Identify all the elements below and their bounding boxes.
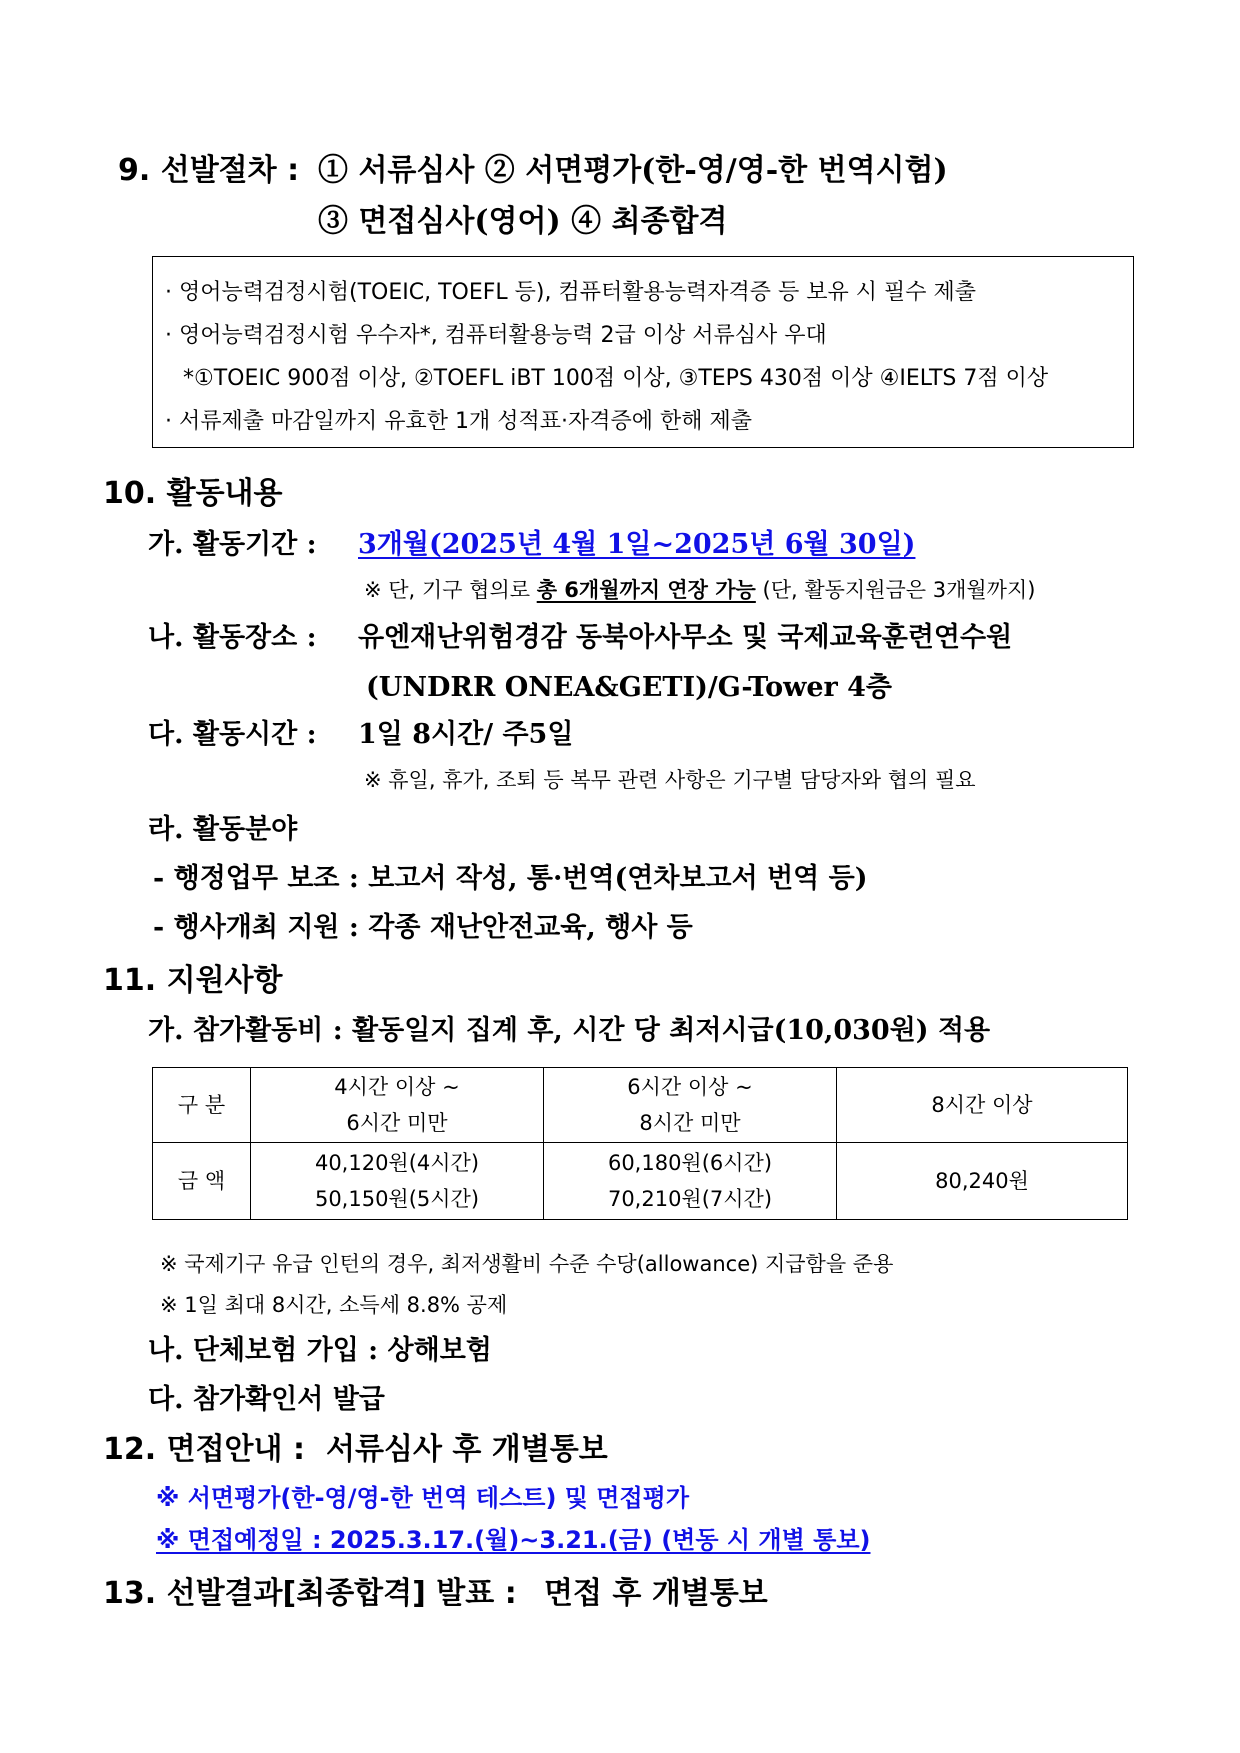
section-12-title: 12. 면접안내 :: [103, 1432, 305, 1467]
group-insurance-line: 나. 단체보험 가입 : 상해보험: [148, 1335, 492, 1366]
box-note-3: *①TOEIC 900점 이상, ②TOEFL iBT 100점 이상, ③TEPS 430점 이상 ④IELTS 7점 이상: [183, 366, 1049, 391]
interview-date-note: ※ 면접예정일 : 2025.3.17.(월)~3.21.(금) (변동 시 개별 통보): [156, 1526, 871, 1554]
table-row: [153, 1143, 1128, 1220]
interview-guide-value: 서류심사 후 개별통보: [326, 1432, 608, 1467]
cell-line: 40,120원(4시간): [314, 1151, 480, 1175]
tax-note: ※ 1일 최대 8시간, 소득세 8.8% 공제: [160, 1293, 508, 1317]
cell-line: 50,150원(5시간): [314, 1187, 480, 1211]
activity-period-label: 가. 활동기간 :: [148, 529, 317, 560]
activity-hours-label: 다. 활동시간 :: [148, 719, 317, 750]
extension-emphasis: 총 6개월까지 연장 가능: [536, 578, 756, 602]
final-result-value: 면접 후 개별통보: [544, 1576, 768, 1611]
activity-field-item-2: - 행사개최 지원 : 각종 재난안전교육, 행사 등: [153, 912, 693, 943]
section-11-title: 11. 지원사항: [103, 963, 283, 998]
submission-notes-box: [152, 256, 1134, 448]
box-note-4: · 서류제출 마감일까지 유효한 1개 성적표·자격증에 한해 제출: [165, 409, 752, 434]
table-row-label: 금 액: [153, 1143, 251, 1220]
table-header-cell: [251, 1068, 544, 1143]
activity-place-value-2: (UNDRR ONEA&GETI)/G-Tower 4층: [366, 672, 893, 703]
section-9-title: 9. 선발절차 :: [118, 153, 300, 188]
table-cell: [251, 1143, 544, 1220]
header-line: 4시간 이상 ~: [334, 1075, 460, 1099]
activity-hours-value: 1일 8시간/ 주5일: [358, 719, 574, 750]
allowance-note: ※ 국제기구 유급 인턴의 경우, 최저생활비 수준 수당(allowance) 지급함을 준용: [160, 1252, 894, 1276]
header-line: 6시간 미만: [346, 1111, 448, 1135]
activity-place-label: 나. 활동장소 :: [148, 622, 317, 653]
activity-field-item-1: - 행정업무 보조 : 보고서 작성, 통·번역(연차보고서 번역 등): [153, 863, 868, 894]
written-eval-note: ※ 서면평가(한-영/영-한 번역 테스트) 및 면접평가: [156, 1484, 690, 1512]
selection-steps-line-1: ① 서류심사 ② 서면평가(한-영/영-한 번역시험): [318, 153, 948, 188]
table-cell: [544, 1143, 837, 1220]
note-text: ※ 단, 기구 협의로: [364, 578, 537, 602]
box-note-2: · 영어능력검정시험 우수자*, 컴퓨터활용능력 2급 이상 서류심사 우대: [165, 323, 827, 348]
table-cell: 80,240원: [837, 1143, 1128, 1220]
table-header-cell: [544, 1068, 837, 1143]
activity-field-label: 라. 활동분야: [148, 814, 298, 845]
certificate-line: 다. 참가확인서 발급: [148, 1384, 385, 1415]
table-header-cell: 구 분: [153, 1068, 251, 1143]
activity-place-value-1: 유엔재난위험경감 동북아사무소 및 국제교육훈련연수원: [358, 622, 1013, 653]
cell-line: 60,180원(6시간): [607, 1151, 773, 1175]
box-note-1: · 영어능력검정시험(TOEIC, TOEFL 등), 컴퓨터활용능력자격증 등 보유 시 필수 제출: [165, 280, 976, 305]
header-line: 6시간 이상 ~: [627, 1075, 753, 1099]
activity-hours-note: ※ 휴일, 휴가, 조퇴 등 복무 관련 사항은 기구별 담당자와 협의 필요: [364, 768, 976, 792]
table-header-cell: 8시간 이상: [837, 1068, 1128, 1143]
participation-fee-line: 가. 참가활동비 : 활동일지 집계 후, 시간 당 최저시급(10,030원) 적용: [148, 1015, 991, 1046]
activity-period-value: 3개월(2025년 4월 1일~2025년 6월 30일): [358, 529, 916, 560]
cell-line: 70,210원(7시간): [607, 1187, 773, 1211]
activity-period-note: [364, 574, 1035, 604]
note-text: (단, 활동지원금은 3개월까지): [755, 578, 1036, 602]
header-line: 8시간 미만: [639, 1111, 741, 1135]
selection-steps-line-2: ③ 면접심사(영어) ④ 최종합격: [318, 204, 728, 239]
section-13-title: 13. 선발결과[최종합격] 발표 :: [103, 1576, 517, 1611]
pay-table: [152, 1067, 1128, 1220]
table-row: [153, 1068, 1128, 1143]
section-10-title: 10. 활동내용: [103, 476, 283, 511]
